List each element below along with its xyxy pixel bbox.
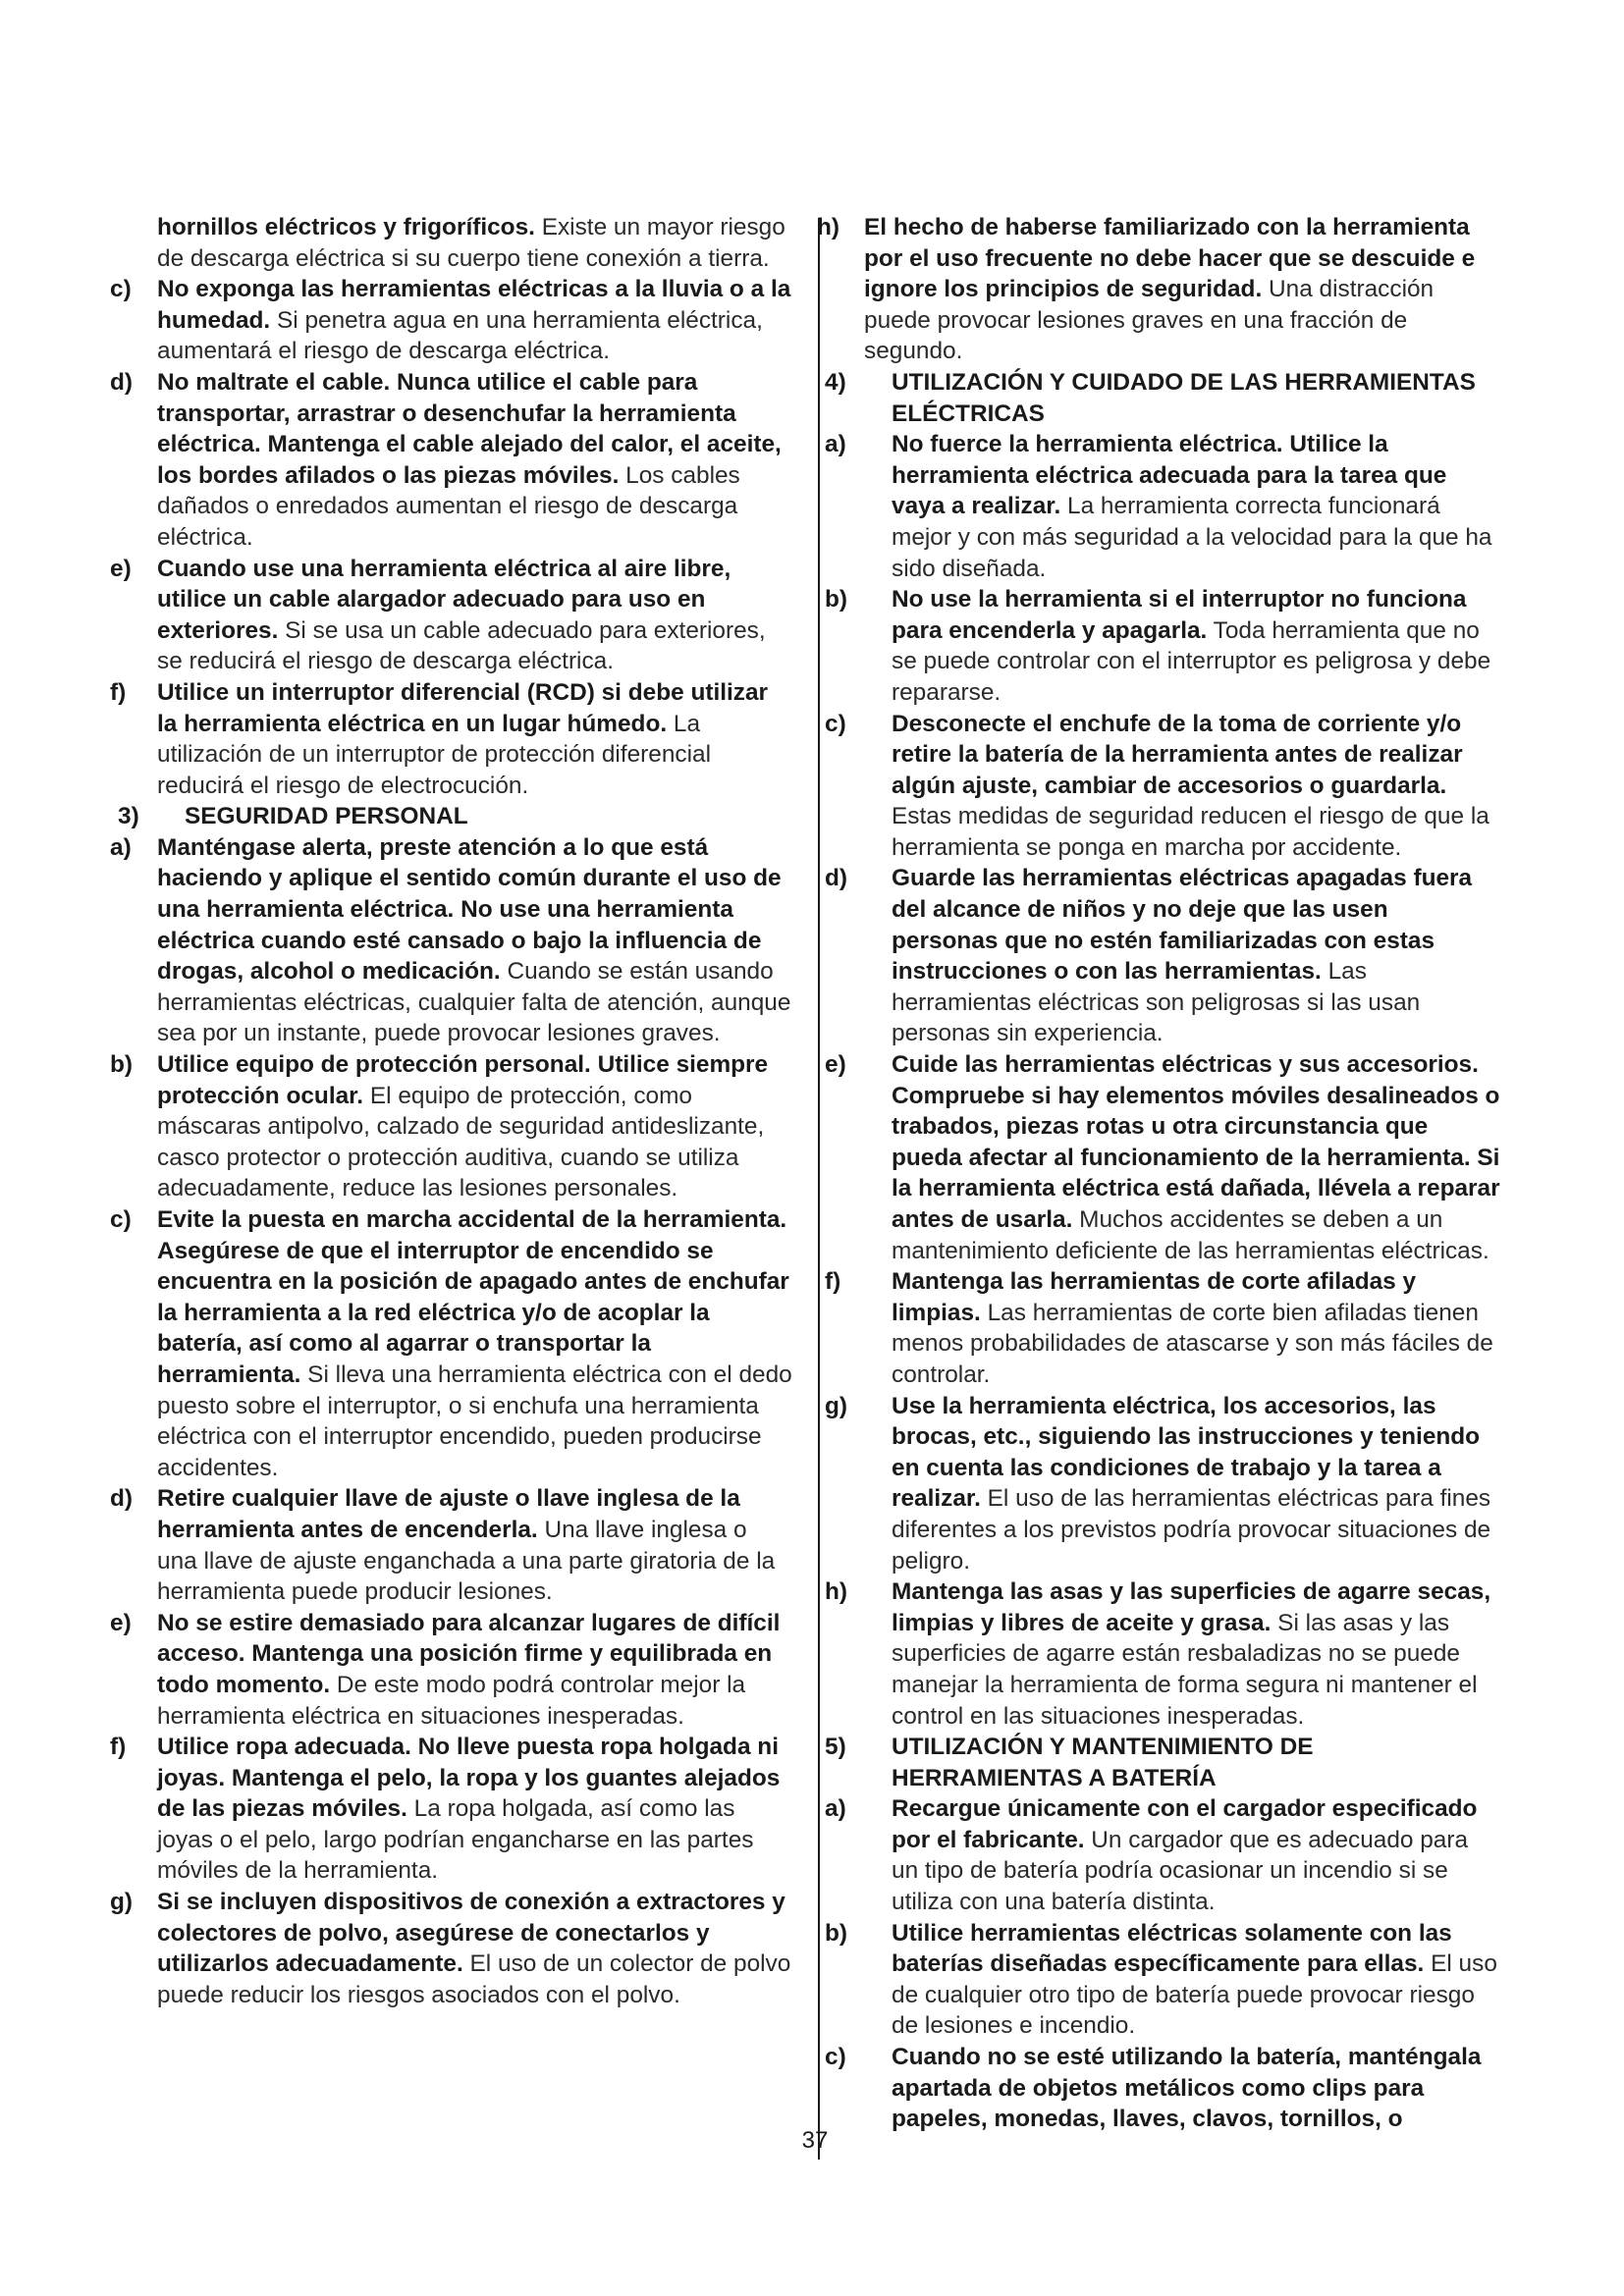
item-text: La utilización de un interruptor de protección diferencial reducirá el riesgo de electrocución. (157, 710, 712, 799)
item-text: Un cargador que es adecuado para un tipo de batería podría ocasionar un incendio si se utiliza con una batería distinta. (892, 1826, 1469, 1916)
item-text: Una llave inglesa o una llave de ajuste enganchada a una parte giratoria de la herramienta puede producir lesiones. (157, 1516, 776, 1606)
item-text: El equipo de protección, como máscaras antipolvo, calzado de seguridad antideslizante, casco protector o protección auditiva, cuando se utiliza adecuadamente, reduce las lesiones personales. (157, 1082, 765, 1202)
item-bold-text: Mantenga las herramientas de corte afiladas y limpias. (892, 1268, 1417, 1326)
item-label: c) (110, 1206, 132, 1233)
item-text: Si lleva una herramienta eléctrica con el dedo puesto sobre el interruptor, o si enchufa una herramienta eléctrica con el interruptor encendido, pueden producirse accidentes. (157, 1361, 792, 1481)
item-bold-text: Utilice herramientas eléctricas solamente con las baterías diseñadas específicamente para ellas. (892, 1919, 1452, 1978)
item-label: a) (825, 1795, 846, 1823)
item-text: Toda herramienta que no se puede controlar con el interruptor es peligrosa y debe repararse. (892, 616, 1491, 706)
list-item (825, 429, 1500, 584)
heading-text: UTILIZACIÓN Y MANTENIMIENTO DE HERRAMIENTAS A BATERÍA (892, 1734, 1314, 1791)
item-bold-text: Desconecte el enchufe de la toma de corriente y/o retire la batería de la herramienta antes de realizar algún ajuste, cambiar de accesorios o guardarla. (892, 710, 1463, 799)
item-bold-text: El hecho de haberse familiarizado con la herramienta por el uso frecuente no debe hacer que se descuide e ignore los principios de seguridad. (864, 214, 1476, 303)
item-label: f) (110, 678, 127, 706)
item-label: g) (825, 1392, 848, 1419)
list-item (110, 367, 793, 554)
list-item (825, 1391, 1500, 1577)
item-bold-text: Use la herramienta eléctrica, los accesorios, las brocas, etc., siguiendo las instrucciones y teniendo en cuenta las condiciones de trabajo y la tarea a realizar. (892, 1392, 1481, 1513)
item-bold-text: Cuide las herramientas eléctricas y sus accesorios. Compruebe si hay elementos móviles desalineados o trabados, piezas rotas u otra circunstancia que pueda afectar al funcionamiento de la herramienta. Si la herramienta eléctrica está dañada, llévela a reparar antes de usarla. (892, 1051, 1500, 1233)
item-bold-text: Utilice un interruptor diferencial (RCD) si debe utilizar la herramienta eléctrica en un lugar húmedo. (157, 678, 769, 737)
item-label: e) (110, 1609, 132, 1636)
heading-text: SEGURIDAD PERSONAL (185, 803, 468, 830)
item-text: Si penetra agua en una herramienta eléctrica, aumentará el riesgo de descarga eléctrica. (157, 306, 763, 365)
item-label: c) (825, 710, 846, 737)
item-text: El uso de las herramientas eléctricas para fines diferentes a los previstos podría provocar situaciones de peligro. (892, 1485, 1491, 1575)
item-bold-text: No se estire demasiado para alcanzar lugares de difícil acceso. Mantenga una posición firme y equilibrada en todo momento. (157, 1609, 781, 1698)
list-item (825, 1918, 1500, 2042)
page-number: 37 (801, 2127, 829, 2154)
continued-paragraph (137, 212, 793, 274)
item-text: Estas medidas de seguridad reducen el riesgo de que la herramienta se ponga en marcha por accidente. (892, 803, 1489, 861)
list-item (110, 1049, 793, 1204)
item-label: g) (110, 1889, 134, 1916)
list-item (825, 1793, 1500, 1917)
item-bold-text: Cuando no se esté utilizando la batería, manténgala apartada de objetos metálicos como clips para papeles, monedas, llaves, clavos, tornillos, o (892, 2044, 1482, 2133)
item-label: e) (110, 555, 132, 582)
list-item (110, 832, 793, 1049)
list-item (110, 677, 793, 801)
section-heading-4 (825, 367, 1500, 429)
item-bold-text: No maltrate el cable. Nunca utilice el cable para transportar, arrastrar o desenchufar la herramienta eléctrica. Mantenga el cable alejado del calor, el aceite, los bordes afilados o las piezas móviles. (157, 368, 782, 489)
list-item (110, 1732, 793, 1887)
list-item (110, 1887, 793, 2010)
item-bold-text: No exponga las herramientas eléctricas a la lluvia o a la humedad. (157, 276, 791, 334)
heading-label: 5) (825, 1734, 846, 1761)
item-text: El uso de un colector de polvo puede reducir los riesgos asociados con el polvo. (157, 1950, 791, 2008)
item-bold-text: Manténgase alerta, preste atención a lo que está haciendo y aplique el sentido común durante el uso de una herramienta eléctrica. No use una herramienta eléctrica cuando esté cansado o bajo la influencia de drogas, alcohol o medicación. (157, 833, 782, 986)
item-label: d) (825, 865, 848, 892)
item-text: Los cables dañados o enredados aumentan el riesgo de descarga eléctrica. (157, 461, 740, 551)
item-bold-text: Recargue únicamente con el cargador especificado por el fabricante. (892, 1795, 1478, 1853)
item-label: a) (825, 431, 846, 458)
item-label: b) (110, 1051, 134, 1079)
section-heading-3 (118, 801, 793, 832)
list-item (110, 554, 793, 677)
item-label: b) (825, 586, 848, 614)
item-label: h) (825, 1578, 848, 1606)
item-text: Las herramientas eléctricas son peligrosas si las usan personas sin experiencia. (892, 958, 1421, 1047)
item-text: La ropa holgada, así como las joyas o el pelo, largo podrían engancharse en las partes móviles de la herramienta. (157, 1795, 754, 1885)
item-bold-text: No use la herramienta si el interruptor no funciona para encenderla y apagarla. (892, 586, 1467, 644)
item-bold-text: Utilice ropa adecuada. No lleve puesta ropa holgada ni joyas. Mantenga el pelo, la ropa y los guantes alejados de las piezas móviles. (157, 1734, 781, 1823)
list-item (110, 274, 793, 367)
item-text: El uso de cualquier otro tipo de batería puede provocar riesgo de lesiones e incendio. (892, 1950, 1497, 2040)
item-label: e) (825, 1051, 846, 1079)
item-text: Las herramientas de corte bien afiladas tienen menos probabilidades de atascarse y son más fáciles de controlar. (892, 1299, 1493, 1388)
continued-text: Existe un mayor riesgo de descarga eléctrica si su cuerpo tiene conexión a tierra. (157, 214, 785, 272)
heading-label: 3) (118, 803, 139, 830)
list-item (825, 1049, 1500, 1266)
list-item (825, 584, 1500, 708)
item-bold-text: Retire cualquier llave de ajuste o llave inglesa de la herramienta antes de encenderla. (157, 1485, 740, 1543)
item-bold-text: Cuando use una herramienta eléctrica al aire libre, utilice un cable alargador adecuado para uso en exteriores. (157, 555, 731, 644)
item-text: De este modo podrá controlar mejor la herramienta eléctrica en situaciones inesperadas. (157, 1671, 746, 1730)
item-label: d) (110, 368, 134, 396)
section-heading-5 (825, 1732, 1500, 1793)
item-label: c) (825, 2044, 846, 2071)
list-item (825, 1576, 1500, 1732)
item-label: a) (110, 833, 132, 861)
item-bold-text: No fuerce la herramienta eléctrica. Utilice la herramienta eléctrica adecuada para la tarea que vaya a realizar. (892, 431, 1447, 520)
item-text: Si las asas y las superficies de agarre están resbaladizas no se puede manejar la herramienta de forma segura ni mantener el control en las situaciones inesperadas. (892, 1609, 1478, 1730)
list-item (825, 863, 1500, 1049)
item-text: Una distracción puede provocar lesiones graves en una fracción de segundo. (864, 276, 1435, 365)
list-item (825, 2042, 1500, 2135)
item-bold-text: Evite la puesta en marcha accidental de la herramienta. Asegúrese de que el interruptor de encendido se encuentra en la posición de apagado antes de enchufar la herramienta a la red eléctrica y/o de acoplar la batería, así como al agarrar o transportar la herramienta. (157, 1206, 789, 1388)
item-bold-text: Utilice equipo de protección personal. Utilice siempre protección ocular. (157, 1051, 769, 1109)
right-column (817, 212, 1500, 2135)
item-label: f) (110, 1734, 127, 1761)
item-label: c) (110, 276, 132, 303)
column-divider (818, 218, 820, 2160)
heading-label: 4) (825, 368, 846, 396)
item-text: Si se usa un cable adecuado para exteriores, se reducirá el riesgo de descarga eléctrica. (157, 616, 766, 675)
left-column (110, 212, 793, 2010)
list-item (825, 709, 1500, 864)
item-label: h) (817, 214, 840, 240)
list-item (110, 1204, 793, 1483)
item-text: La herramienta correcta funcionará mejor y con más seguridad a la velocidad para la que ha sido diseñada. (892, 493, 1492, 582)
item-text: Cuando se están usando herramientas eléctricas, cualquier falta de atención, aunque sea por un instante, puede provocar lesiones graves. (157, 958, 791, 1047)
list-item (817, 212, 1500, 367)
item-label: f) (825, 1268, 841, 1296)
list-item (110, 1608, 793, 1732)
continued-bold: hornillos eléctricos y frigoríficos. (157, 214, 535, 240)
heading-text: UTILIZACIÓN Y CUIDADO DE LAS HERRAMIENTAS ELÉCTRICAS (892, 368, 1476, 427)
list-item (110, 1483, 793, 1607)
item-label: b) (825, 1919, 848, 1947)
item-text: Muchos accidentes se deben a un mantenimiento deficiente de las herramientas eléctricas. (892, 1206, 1489, 1264)
item-bold-text: Mantenga las asas y las superficies de agarre secas, limpias y libres de aceite y grasa. (892, 1578, 1491, 1636)
item-label: d) (110, 1485, 134, 1513)
list-item (825, 1266, 1500, 1390)
item-bold-text: Si se incluyen dispositivos de conexión a extractores y colectores de polvo, asegúrese de conectarlos y utilizarlos adecuadamente. (157, 1889, 785, 1978)
item-bold-text: Guarde las herramientas eléctricas apagadas fuera del alcance de niños y no deje que las usen personas que no estén familiarizadas con estas instrucciones o con las herramientas. (892, 865, 1473, 986)
